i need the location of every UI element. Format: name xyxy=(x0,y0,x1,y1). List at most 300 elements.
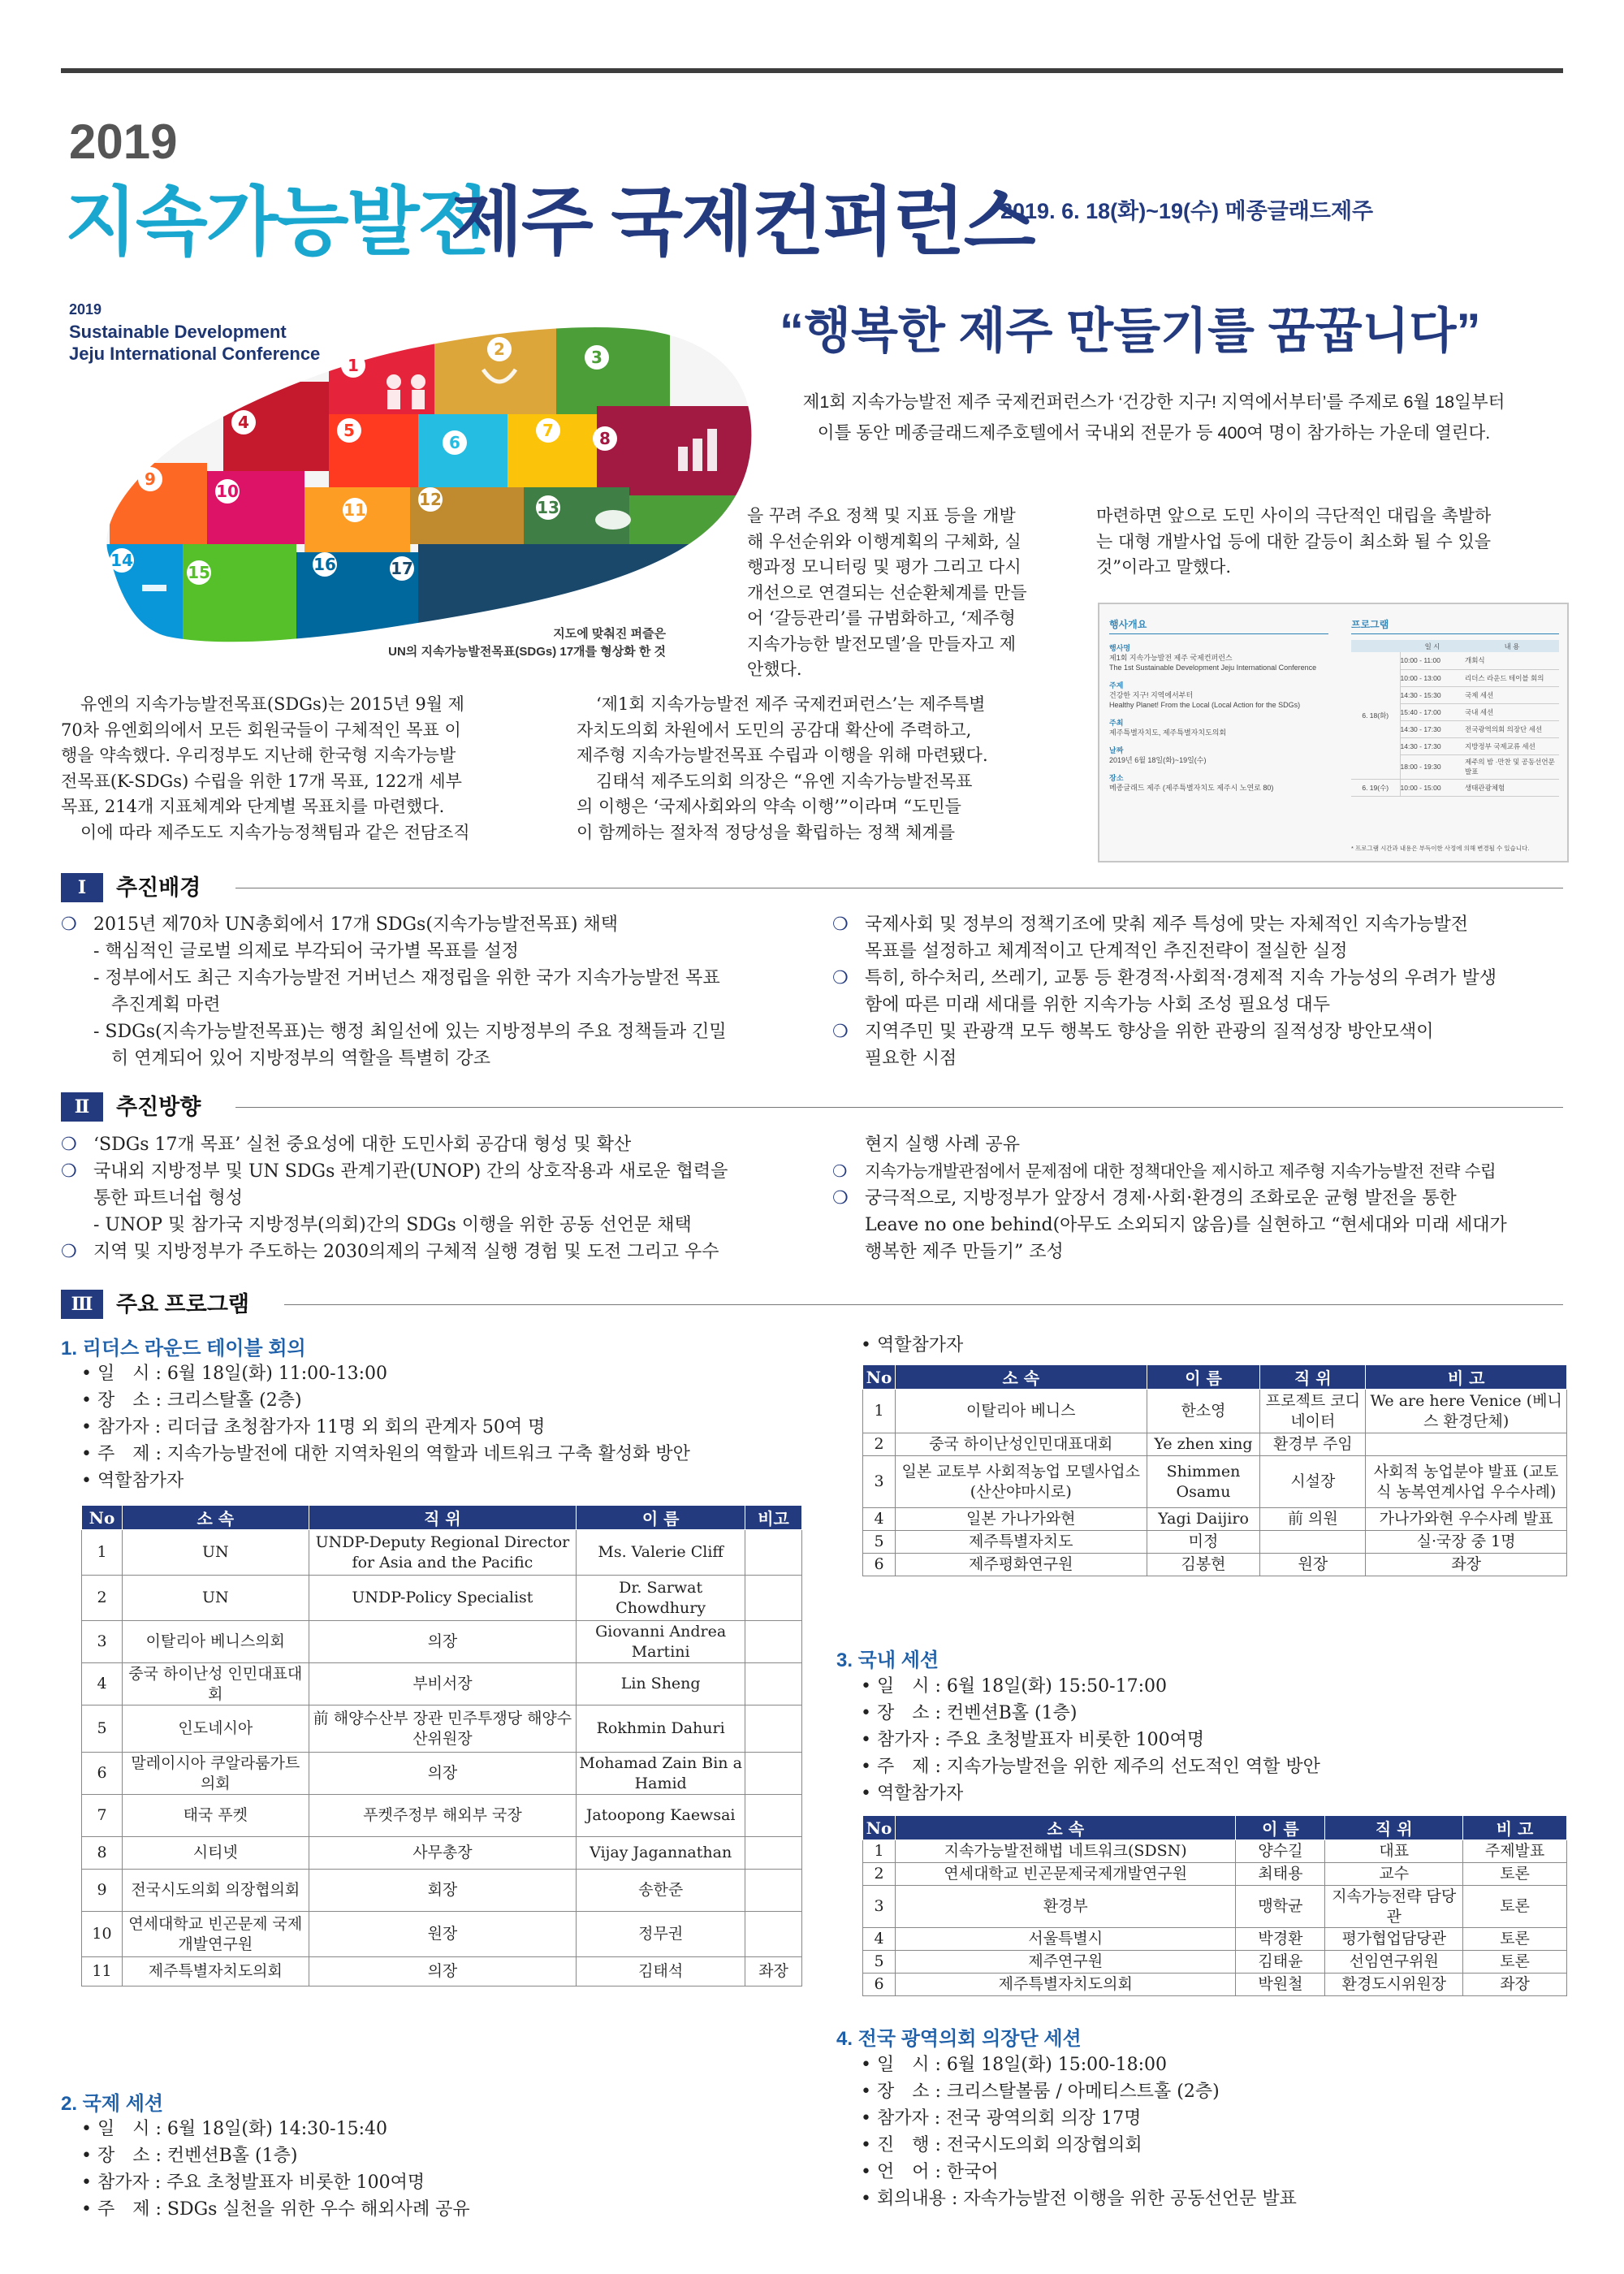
detail-line: • 주 제 : 지속가능발전에 대한 지역차원의 역할과 네트워크 구축 활성화 방안 xyxy=(81,1444,690,1464)
circle-bullet-icon: ❍ xyxy=(832,1188,849,1208)
detail-line: • 회의내용 : 자속가능발전 이행을 위한 공동선언문 발표 xyxy=(861,2189,1297,2209)
prog-item: 지방정부 국제교류 세션 xyxy=(1465,741,1535,750)
table-cell: Rokhmin Dahuri xyxy=(577,1706,745,1753)
section-3-num: Ⅲ xyxy=(61,1290,103,1319)
table-cell: 인도네시아 xyxy=(122,1706,309,1753)
table-cell: 4 xyxy=(863,1928,896,1951)
circle-bullet-icon: ❍ xyxy=(832,1022,849,1042)
table-cell: 대표 xyxy=(1325,1840,1463,1863)
table-cell: 2 xyxy=(82,1576,123,1621)
table-cell: 5 xyxy=(863,1951,896,1974)
table-cell: 연세대학교 빈곤문제국제개발연구원 xyxy=(895,1863,1236,1886)
table-row xyxy=(82,1530,802,1576)
table-row xyxy=(82,1621,802,1663)
intro-col3-line: 는 대형 개발사업 등에 대한 갈등이 최소화 될 수 있을 xyxy=(1096,531,1492,551)
bullet-item: ❍ ‘SDGs 17개 목표’ 실천 중요성에 대한 도민사회 공감대 형성 및 확산 xyxy=(61,1131,816,1158)
detail-line: • 일 시 : 6월 18일(화) 14:30-15:40 xyxy=(81,2119,388,2139)
prog-item: 생태관광체험 xyxy=(1465,783,1505,792)
sub-item-cont: 추진계획 마련 xyxy=(111,995,221,1015)
intro-col1 xyxy=(61,692,548,845)
detail-line: • 언 어 : 한국어 xyxy=(861,2162,999,2182)
intro-col2-line: 지속가능한 발전모델’을 만들자고 제 xyxy=(747,633,1016,654)
intro-col2-line: 을 꾸려 주요 정책 및 지표 등을 개발 xyxy=(747,506,1016,525)
table-cell: 6 xyxy=(863,1974,896,1996)
table-cell: 토론 xyxy=(1463,1863,1567,1886)
intro-col2b-line: 이 함께하는 절차적 정당성을 확립하는 정책 체계를 xyxy=(577,822,956,842)
table-cell: 10 xyxy=(82,1912,123,1957)
prog-day1: 6. 18(화) xyxy=(1351,652,1400,779)
map-caption-line2: UN의 지속가능발전목표(SDGs) 17개를 형상화 한 것 xyxy=(388,645,666,659)
table-cell: 제주연구원 xyxy=(895,1951,1236,1974)
bullet-item: ❍ 2015년 제70차 UN총회에서 17개 SDGs(지속가능발전목표) 채택 xyxy=(61,911,816,938)
table-row xyxy=(863,1456,1567,1508)
bullet-item: ❍ 국내외 지방정부 및 UN SDGs 관계기관(UNOP) 간의 상호작용과 새로운 협력을 xyxy=(61,1158,816,1185)
table-cell xyxy=(745,1621,802,1663)
overview-list xyxy=(1109,643,1337,793)
table-cell: 7 xyxy=(82,1795,123,1837)
intro-col2b xyxy=(577,692,1072,845)
table-cell: 6 xyxy=(82,1753,123,1795)
prog-item: 제주의 밤 ·만찬 및 공동선언문 발표 xyxy=(1465,758,1555,776)
table-cell: We are here Venice (베니스 환경단체) xyxy=(1366,1390,1567,1433)
col-header-position: 직 위 xyxy=(1325,1816,1463,1840)
program-1-title: 1. 리더스 라운드 테이블 회의 xyxy=(61,1338,306,1360)
bullet-cont: 함에 따른 미래 세대를 위한 지속가능 사회 조성 필요성 대두 xyxy=(865,995,1330,1015)
info-value: 제주특별자치도, 제주특별자치도의회 xyxy=(1109,728,1227,737)
prog-item: 리더스 라운드 테이블 회의 xyxy=(1465,673,1544,682)
table-cell: 송한준 xyxy=(577,1870,745,1912)
table-cell: Dr. Sarwat Chowdhury xyxy=(577,1576,745,1621)
intro-col2-line: 해 우선순위와 이행계획의 구체화, 실 xyxy=(747,531,1021,551)
table-cell: 교수 xyxy=(1325,1863,1463,1886)
table-cell: 사무총장 xyxy=(309,1837,577,1870)
program-1-details xyxy=(81,1360,812,1494)
table-row xyxy=(863,1974,1567,1996)
goal-num-12: 12 xyxy=(419,490,442,509)
program-2-details xyxy=(81,2116,812,2223)
intro-col2b-line: ‘제1회 지속가능발전 제주 국제컨퍼런스’는 제주특별 xyxy=(596,694,986,714)
intro-col3 xyxy=(1096,504,1567,581)
bullet-item: ❍ 국제사회 및 정부의 정책기조에 맞춰 제주 특성에 맞는 자체적인 지속가능발전 xyxy=(832,911,1579,938)
intro-col2b-line: 김태석 제주도의회 의장은 “유엔 지속가능발전목표 xyxy=(596,771,973,791)
detail-line: • 주 제 : 지속가능발전을 위한 제주의 선도적인 역할 방안 xyxy=(861,1757,1320,1777)
table-cell xyxy=(745,1912,802,1957)
table-cell: 토론 xyxy=(1463,1951,1567,1974)
event-info-box xyxy=(1098,603,1569,862)
table-row xyxy=(82,1837,802,1870)
table-cell: 김태윤 xyxy=(1236,1951,1325,1974)
intro-col2b-line: 의 이행은 ‘국제사회와의 약속 이행’”이라며 “도민들 xyxy=(577,797,961,816)
detail-line: • 역할참가자 xyxy=(81,1471,184,1491)
bullet-cont: Leave no one behind(아무도 소외되지 않음)를 실현하고 “현세대와 미래 세대가 xyxy=(865,1215,1507,1235)
intro-col1-line: 목표, 214개 지표체계와 단계별 목표치를 마련했다. xyxy=(61,797,445,816)
table-cell: 시티넷 xyxy=(122,1837,309,1870)
detail-line: • 진 행 : 전국시도의회 의장협의회 xyxy=(861,2135,1142,2155)
table-row xyxy=(82,1576,802,1621)
intro-col2-line: 행과정 모니터링 및 평가 그리고 다시 xyxy=(747,557,1021,577)
table-cell: 제주특별자치도 xyxy=(895,1531,1147,1554)
table-row xyxy=(82,1870,802,1912)
program-heading: 프로그램 xyxy=(1351,619,1389,630)
intro-col1-line: 70차 유엔회의에서 모든 회원국들이 구체적인 목표 이 xyxy=(61,720,461,740)
label-line2: Sustainable Development xyxy=(69,322,287,342)
table-row xyxy=(82,1795,802,1837)
col-header-note: 비 고 xyxy=(1463,1816,1567,1840)
bullet-item: ❍ 지속가능개발관점에서 문제점에 대한 정책대안을 제시하고 제주형 지속가능발전 전략 수립 xyxy=(832,1158,1579,1185)
intro-col2b-line: 자치도의회 차원에서 도민의 공감대 확산에 주력하고, xyxy=(577,720,972,740)
goal-num-14: 14 xyxy=(110,551,133,570)
table-cell: 선임연구위원 xyxy=(1325,1951,1463,1974)
col-header-position: 직 위 xyxy=(309,1506,577,1530)
table-cell: 일본 가나가와현 xyxy=(895,1508,1147,1531)
table-cell xyxy=(745,1530,802,1576)
table-cell: 시설장 xyxy=(1260,1456,1366,1508)
prog-time: 14:30 - 15:30 xyxy=(1400,690,1441,699)
prog-time: 15:40 - 17:00 xyxy=(1400,707,1441,716)
goal-num-15: 15 xyxy=(188,563,210,582)
bullet-item: ❍ 지역주민 및 관광객 모두 행복도 향상을 위한 관광의 질적성장 방안모색이 xyxy=(832,1018,1579,1045)
table-row xyxy=(863,1863,1567,1886)
title-part1: 지속가능발전 xyxy=(65,181,489,264)
prog-time: 10:00 - 11:00 xyxy=(1400,656,1440,665)
circle-bullet-icon: ❍ xyxy=(832,1161,847,1181)
info-key: 행사명 xyxy=(1109,644,1131,652)
table-cell: 2 xyxy=(863,1433,896,1456)
intro-col1-line: 행을 약속했다. 우리정부도 지난해 한국형 지속가능발 xyxy=(61,746,456,765)
table-cell: 1 xyxy=(82,1530,123,1576)
table-cell: Lin Sheng xyxy=(577,1663,745,1706)
prog-item: 국내 세션 xyxy=(1465,707,1494,716)
table-cell: 한소영 xyxy=(1147,1390,1260,1433)
section-3-title: 주요 프로그램 xyxy=(116,1292,249,1316)
detail-line: • 주 제 : SDGs 실천을 위한 우수 해외사례 공유 xyxy=(81,2199,470,2220)
table-cell: 맹학균 xyxy=(1236,1886,1325,1928)
map-caption-line1: 지도에 맞춰진 퍼즐은 xyxy=(553,627,666,641)
table-cell: 지속가능전략 담당관 xyxy=(1325,1886,1463,1928)
table-cell: 부비서장 xyxy=(309,1663,577,1706)
conference-english-label xyxy=(69,299,320,365)
info-value: The 1st Sustainable Development Jeju International Conference xyxy=(1109,664,1317,672)
section-2-left xyxy=(61,1131,816,1265)
goal-num-7: 7 xyxy=(542,421,554,440)
col-header-note: 비 고 xyxy=(1366,1365,1567,1390)
table-row xyxy=(863,1531,1567,1554)
info-value: 2019년 6월 18일(화)~19일(수) xyxy=(1109,756,1207,764)
detail-line: • 참가자 : 주요 초청발표자 비롯한 100여명 xyxy=(81,2172,425,2193)
table-cell: 박원철 xyxy=(1236,1974,1325,1996)
section-1-title: 추진배경 xyxy=(116,875,201,900)
table-cell xyxy=(745,1706,802,1753)
prog-item: 전국광역의회 의장단 세션 xyxy=(1465,724,1543,733)
table-cell: 5 xyxy=(82,1706,123,1753)
col-header-org: 소 속 xyxy=(895,1365,1147,1390)
prog-day2: 6. 19(수) xyxy=(1351,779,1400,796)
sub-item: - 핵심적인 글로벌 의제로 부각되어 국가별 목표를 설정 xyxy=(93,941,519,962)
table-cell: Ms. Valerie Cliff xyxy=(577,1530,745,1576)
sdg-tile-14 xyxy=(93,544,183,658)
goal-num-13: 13 xyxy=(537,498,559,517)
prog-time: 14:30 - 17:30 xyxy=(1400,724,1441,733)
goal-num-8: 8 xyxy=(599,429,611,448)
goal-num-1: 1 xyxy=(348,356,359,375)
goal-num-2: 2 xyxy=(494,339,505,359)
section-2-right xyxy=(832,1131,1579,1265)
table-row xyxy=(863,1390,1567,1433)
table-cell: UNDP-Policy Specialist xyxy=(309,1576,577,1621)
detail-line: • 참가자 : 주요 초청발표자 비롯한 100여명 xyxy=(861,1730,1205,1750)
info-value: 제1회 지속가능발전 제주 국제컨퍼런스 xyxy=(1109,654,1233,662)
circle-bullet-icon: ❍ xyxy=(61,1242,77,1262)
section-1-header xyxy=(61,873,1563,902)
table-cell: 8 xyxy=(82,1837,123,1870)
table-row xyxy=(863,1840,1567,1863)
table-cell: 환경도시위원장 xyxy=(1325,1974,1463,1996)
table-cell xyxy=(745,1795,802,1837)
goal-num-4: 4 xyxy=(238,413,249,432)
table-row xyxy=(82,1706,802,1753)
table-cell xyxy=(1366,1433,1567,1456)
section-1-left xyxy=(61,911,816,1072)
col-header-org: 소 속 xyxy=(122,1506,309,1530)
table-cell: 제주평화연구원 xyxy=(895,1554,1147,1576)
table-cell: 중국 하이난성 인민대표대회 xyxy=(122,1663,309,1706)
map-caption xyxy=(341,625,666,661)
table-cell: 회장 xyxy=(309,1870,577,1912)
table-cell: 3 xyxy=(863,1456,896,1508)
section-1-right xyxy=(832,911,1579,1072)
table-cell: 의장 xyxy=(309,1753,577,1795)
header-year: 2019 xyxy=(69,115,178,169)
table-cell: 4 xyxy=(82,1663,123,1706)
goal-num-11: 11 xyxy=(343,500,366,520)
program-2-title: 2. 국제 세션 xyxy=(61,2093,164,2115)
bullet-item: ❍ 특히, 하수처리, 쓰레기, 교통 등 환경적·사회적·경제적 지속 가능성의 우려가 발생 xyxy=(832,965,1579,992)
table-cell: 미정 xyxy=(1147,1531,1260,1554)
table-cell: 4 xyxy=(863,1508,896,1531)
lead-line2: 이틀 동안 메종글래드제주호텔에서 국내외 전문가 등 400여 명이 참가하는 가운데 열린다. xyxy=(817,423,1491,443)
table-row xyxy=(863,1508,1567,1531)
circle-bullet-icon: ❍ xyxy=(832,914,849,935)
program-1-table xyxy=(81,1505,802,1987)
table-cell: 5 xyxy=(863,1531,896,1554)
intro-col2-line: 안했다. xyxy=(747,659,802,679)
bullet-cont: 목표를 설정하고 체계적이고 단계적인 추진전략이 절실한 실정 xyxy=(865,941,1348,962)
table-cell: Vijay Jagannathan xyxy=(577,1837,745,1870)
prog-item: 국제 세션 xyxy=(1465,690,1494,699)
sub-item: - UNOP 및 참가국 지방정부(의회)간의 SDGs 이행을 위한 공동 선언문 채택 xyxy=(93,1215,692,1235)
col-header-no: No xyxy=(863,1365,896,1390)
detail-line: • 역할참가자 xyxy=(861,1783,964,1804)
col-header-org: 소 속 xyxy=(895,1816,1236,1840)
info-key: 날짜 xyxy=(1109,746,1124,754)
table-cell: 1 xyxy=(863,1390,896,1433)
table-cell: 전국시도의회 의장협의회 xyxy=(122,1870,309,1912)
table-cell: 주제발표 xyxy=(1463,1840,1567,1863)
date-place: 2019. 6. 18(화)~19(수) 메종글래드제주 xyxy=(1000,199,1374,223)
detail-line: • 참가자 : 리더급 초청참가자 11명 외 회의 관계자 50여 명 xyxy=(81,1417,546,1437)
table-cell: 이탈리아 베니스 xyxy=(895,1390,1147,1433)
bullet-cont: 현지 실행 사례 공유 xyxy=(865,1135,1020,1155)
detail-line: • 참가자 : 전국 광역의회 의장 17명 xyxy=(861,2108,1142,2129)
table-cell: 11 xyxy=(82,1957,123,1987)
table-cell: 3 xyxy=(82,1621,123,1663)
detail-line: • 장 소 : 컨벤션B홀 (1층) xyxy=(81,2146,298,2166)
program-3-title: 3. 국내 세션 xyxy=(836,1649,939,1671)
goal-num-6: 6 xyxy=(449,433,460,452)
table-cell: 前 해양수산부 장관 민주투쟁당 해양수산위원장 xyxy=(309,1706,577,1753)
table-cell xyxy=(745,1576,802,1621)
intro-col2-line: 개선으로 연결되는 선순환체계를 만들 xyxy=(747,582,1027,603)
table-cell: 연세대학교 빈곤문제 국제개발연구원 xyxy=(122,1912,309,1957)
table-cell: Mohamad Zain Bin a Hamid xyxy=(577,1753,745,1795)
info-key: 주제 xyxy=(1109,681,1124,690)
table-cell: 태국 푸켓 xyxy=(122,1795,309,1837)
section-1-num: Ⅰ xyxy=(61,873,103,902)
col-header-note: 비고 xyxy=(745,1506,802,1530)
program-2-role-label: • 역할참가자 xyxy=(861,1335,964,1355)
circle-bullet-icon: ❍ xyxy=(832,968,849,988)
goal-num-9: 9 xyxy=(145,469,156,489)
label-year: 2019 xyxy=(69,301,102,318)
circle-bullet-icon: ❍ xyxy=(61,914,77,935)
table-row xyxy=(82,1663,802,1706)
prog-head-content: 내 용 xyxy=(1504,642,1520,651)
table-cell: 푸켓주정부 해외부 국장 xyxy=(309,1795,577,1837)
table-cell: 6 xyxy=(863,1554,896,1576)
program-note: * 프로그램 시간과 내용은 부득이한 사정에 의해 변경될 수 있습니다. xyxy=(1351,845,1530,852)
table-cell: 지속가능발전해법 네트워크(SDSN) xyxy=(895,1840,1236,1863)
section-2-title: 추진방향 xyxy=(116,1095,201,1119)
prog-time: 10:00 - 15:00 xyxy=(1400,783,1441,792)
title-part2: 제주 국제컨퍼런스 xyxy=(451,181,1034,264)
intro-col1-line: 전목표(K-SDGs) 수립을 위한 17개 목표, 122개 세부 xyxy=(61,771,462,791)
info-value: 건강한 지구! 지역에서부터 xyxy=(1109,691,1194,699)
goal-num-10: 10 xyxy=(216,482,239,501)
table-cell: 의장 xyxy=(309,1957,577,1987)
program-3-details xyxy=(861,1673,1567,1807)
sub-item: - SDGs(지속가능발전목표)는 행정 최일선에 있는 지방정부의 주요 정책들과 긴밀 xyxy=(93,1022,727,1042)
table-cell: 박경환 xyxy=(1236,1928,1325,1951)
intro-col3-line: 마련하면 앞으로 도민 사이의 극단적인 대립을 촉발하 xyxy=(1096,506,1492,525)
info-key: 장소 xyxy=(1109,774,1124,782)
circle-bullet-icon: ❍ xyxy=(61,1135,77,1155)
prog-item: 개회식 xyxy=(1465,656,1485,665)
table-cell: 사회적 농업분야 발표 (교토식 농복연계사업 우수사례) xyxy=(1366,1456,1567,1508)
program-3-table xyxy=(862,1815,1567,1996)
sdg-tile-2 xyxy=(434,317,556,414)
prog-time: 18:00 - 19:30 xyxy=(1400,763,1441,771)
bullet-cont: 필요한 시점 xyxy=(865,1048,957,1069)
prog-time: 14:30 - 17:30 xyxy=(1400,741,1441,750)
col-header-name: 이 름 xyxy=(1236,1816,1325,1840)
info-value: 메종글래드 제주 (제주특별자치도 제주시 노연로 80) xyxy=(1109,784,1274,792)
info-key: 주최 xyxy=(1109,719,1124,727)
program-4-details xyxy=(861,2051,1567,2212)
goal-num-5: 5 xyxy=(343,421,355,440)
intro-col2a xyxy=(747,504,1072,683)
table-row xyxy=(863,1928,1567,1951)
table-cell: 말레이시아 쿠알라룸가트의회 xyxy=(122,1753,309,1795)
table-cell: 일본 교토부 사회적농업 모델사업소 (산산야마시로) xyxy=(895,1456,1147,1508)
table-cell: 가나가와현 우수사례 발표 xyxy=(1366,1508,1567,1531)
sub-item-cont: 히 연계되어 있어 지방정부의 역할을 특별히 강조 xyxy=(111,1048,491,1069)
table-cell xyxy=(745,1837,802,1870)
detail-line: • 일 시 : 6월 18일(화) 15:50-17:00 xyxy=(861,1676,1168,1697)
table-cell: 평가협업담당관 xyxy=(1325,1928,1463,1951)
table-cell: 원장 xyxy=(309,1912,577,1957)
table-row xyxy=(863,1951,1567,1974)
program-4-title: 4. 전국 광역의회 의장단 세션 xyxy=(836,2028,1082,2050)
col-header-no: No xyxy=(863,1816,896,1840)
table-cell: 의장 xyxy=(309,1621,577,1663)
table-cell: 정무권 xyxy=(577,1912,745,1957)
table-cell xyxy=(1260,1531,1366,1554)
top-rule xyxy=(61,68,1563,73)
table-cell: 2 xyxy=(863,1863,896,1886)
table-row xyxy=(82,1753,802,1795)
col-header-name: 이 름 xyxy=(577,1506,745,1530)
table-cell: 좌장 xyxy=(1366,1554,1567,1576)
table-row xyxy=(82,1957,802,1987)
table-cell: Giovanni Andrea Martini xyxy=(577,1621,745,1663)
table-cell: Yagi Daijiro xyxy=(1147,1508,1260,1531)
table-cell: 토론 xyxy=(1463,1886,1567,1928)
section-3-header xyxy=(61,1290,1563,1319)
lead-line1: 제1회 지속가능발전 제주 국제컨퍼런스가 ‘건강한 지구! 지역에서부터’를 주제로 6월 18일부터 xyxy=(802,392,1505,412)
prog-head-time: 일 시 xyxy=(1424,642,1440,651)
intro-col2-line: 어 ‘갈등관리’를 규범화하고, ‘제주형 xyxy=(747,608,1016,628)
table-cell: Ye zhen xing xyxy=(1147,1433,1260,1456)
table-cell: 최태용 xyxy=(1236,1863,1325,1886)
table-cell: 9 xyxy=(82,1870,123,1912)
bullet-cont: 행복한 제주 만들기” 조성 xyxy=(865,1242,1064,1262)
detail-line: • 장 소 : 컨벤션B홀 (1층) xyxy=(861,1703,1078,1723)
table-row xyxy=(863,1886,1567,1928)
table-cell: 서울특별시 xyxy=(895,1928,1236,1951)
table-cell: 3 xyxy=(863,1886,896,1928)
goal-num-17: 17 xyxy=(391,559,413,578)
table-cell: Shimmen Osamu xyxy=(1147,1456,1260,1508)
intro-col2b-line: 제주형 지속가능발전목표 수립과 이행을 위해 마련됐다. xyxy=(577,746,988,765)
table-cell: UN xyxy=(122,1576,309,1621)
slogan: “행복한 제주 만들기를 꿈꿉니다” xyxy=(780,304,1481,358)
info-value: Healthy Planet! From the Local (Local Action for the SDGs) xyxy=(1109,701,1301,709)
table-cell: 원장 xyxy=(1260,1554,1366,1576)
prog-time: 10:00 - 13:00 xyxy=(1400,673,1441,682)
table-cell xyxy=(745,1663,802,1706)
col-header-position: 직 위 xyxy=(1260,1365,1366,1390)
col-header-no: No xyxy=(82,1506,123,1530)
table-cell: 좌장 xyxy=(1463,1974,1567,1996)
table-cell: 제주특별자치도의회 xyxy=(895,1974,1236,1996)
table-cell xyxy=(745,1870,802,1912)
bullet-item: ❍ 궁극적으로, 지방정부가 앞장서 경제·사회·환경의 조화로운 균형 발전을 통한 xyxy=(832,1185,1579,1212)
detail-line: • 장 소 : 크리스탈볼룸 / 아메티스트홀 (2층) xyxy=(861,2082,1220,2102)
table-cell: 제주특별자치도의회 xyxy=(122,1957,309,1987)
section-2-header xyxy=(61,1092,1563,1122)
table-cell: 좌장 xyxy=(745,1957,802,1987)
detail-line: • 일 시 : 6월 18일(화) 15:00-18:00 xyxy=(861,2055,1168,2075)
table-cell: 실·국장 중 1명 xyxy=(1366,1531,1567,1554)
table-cell: 양수길 xyxy=(1236,1840,1325,1863)
intro-col1-line: 유엔의 지속가능발전목표(SDGs)는 2015년 9월 제 xyxy=(80,694,464,714)
program-table xyxy=(1351,640,1559,797)
bullet-cont: 통한 파트너쉽 형성 xyxy=(93,1188,244,1208)
goal-num-16: 16 xyxy=(313,555,336,574)
table-cell: 토론 xyxy=(1463,1928,1567,1951)
circle-bullet-icon: ❍ xyxy=(61,1161,77,1182)
table-cell: 김태석 xyxy=(577,1957,745,1987)
